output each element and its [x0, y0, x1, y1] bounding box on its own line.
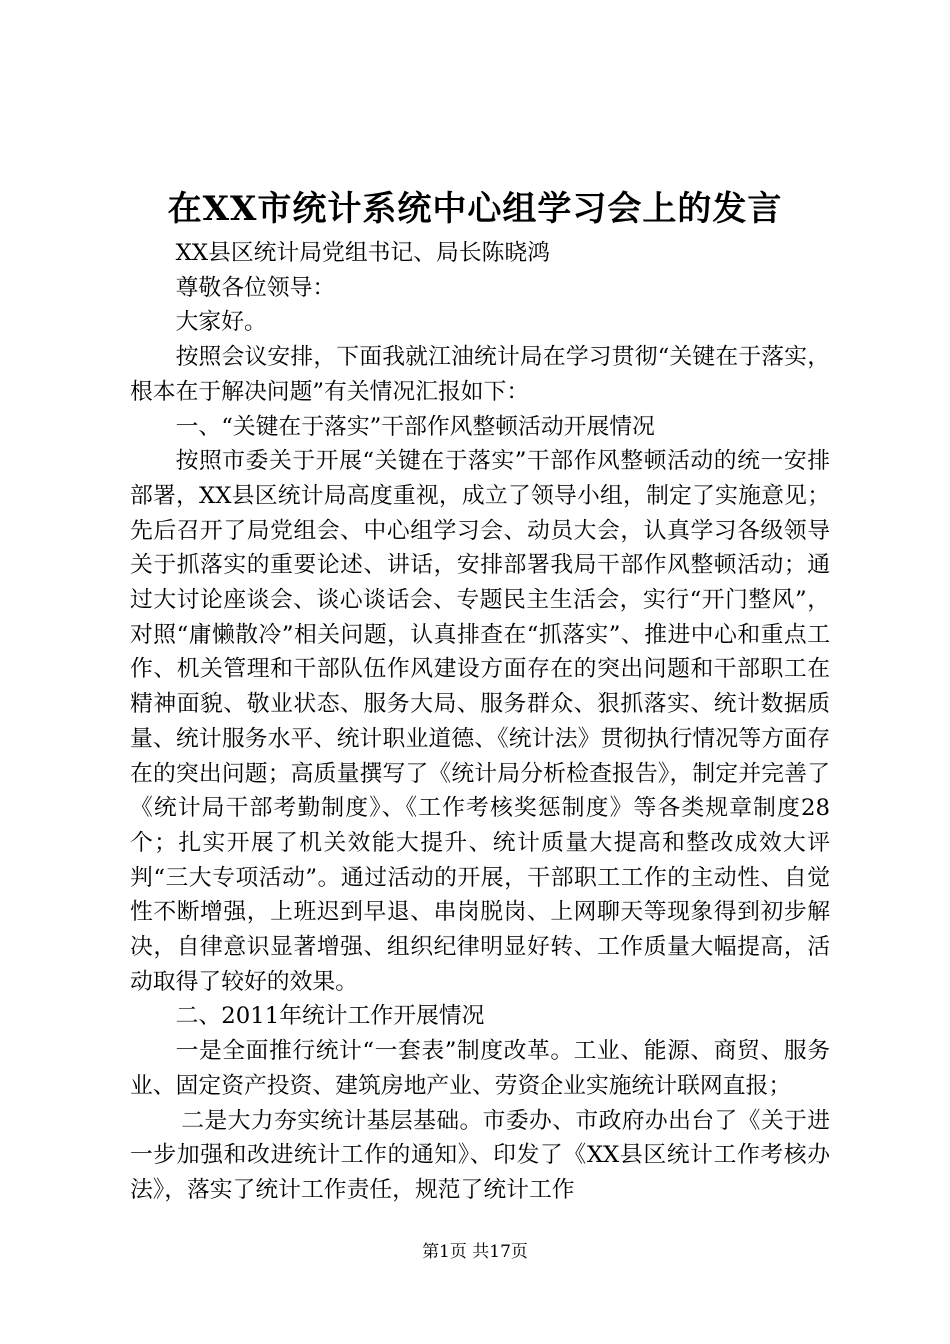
- body-paragraph: 按照市委关于开展“关键在于落实”干部作风整顿活动的统一安排部署，XX县区统计局高度重视，成立了领导小组，制定了实施意见；先后召开了局党组会、中心组学习会、动员大会，认真学习各级领导关于抓落实的重要论述、讲话，安排部署我局干部作风整顿活动；通过大讨论座谈会、谈心谈话会、专题民主生活会，实行“开门整风”，对照“庸懒散冷”相关问题，认真排查在“抓落实”、推进中心和重点工作、机关管理和干部队伍作风建设方面存在的突出问题和干部职工在精神面貌、敬业状态、服务大局、服务群众、狠抓落实、统计数据质量、统计服务水平、统计职业道德、《统计法》贯彻执行情况等方面存在的突出问题；高质量撰写了《统计局分析检查报告》，制定并完善了《统计局干部考勤制度》、《工作考核奖惩制度》等各类规章制度28个；扎实开展了机关效能大提升、统计质量大提高和整改成效大评判“三大专项活动”。通过活动的开展，干部职工工作的主动性、自觉性不断增强，上班迟到早退、串岗脱岗、上网聊天等现象得到初步解决，自律意识显著增强、组织纪律明显好转、工作质量大幅提高，活动取得了较好的效果。: [130, 448, 830, 995]
- salutation: 尊敬各位领导：: [175, 274, 336, 301]
- document-body: [130, 236, 830, 1208]
- greeting: 大家好。: [175, 309, 267, 336]
- section-heading-1: 一、“关键在于落实”干部作风整顿活动开展情况: [175, 413, 655, 440]
- intro-paragraph: 按照会议安排，下面我就江油统计局在学习贯彻“关键在于落实，根本在于解决问题”有关情况汇报如下：: [130, 344, 830, 405]
- document-title: 在XX市统计系统中心组学习会上的发言: [167, 189, 783, 229]
- page-footer: 第1页 共17页: [422, 1242, 528, 1262]
- body-paragraph: 一是全面推行统计“一套表”制度改革。工业、能源、商贸、服务业、固定资产投资、建筑房地产业、劳资企业实施统计联网直报；: [130, 1038, 830, 1099]
- section-heading-2: 二、2011年统计工作开展情况: [175, 1003, 485, 1030]
- author-line: XX县区统计局党组书记、局长陈晓鸿: [175, 240, 551, 266]
- body-paragraph: 二是大力夯实统计基层基础。市委办、市政府办出台了《关于进一步加强和改进统计工作的通知》、印发了《XX县区统计工作考核办法》，落实了统计工作责任，规范了统计工作: [130, 1107, 830, 1203]
